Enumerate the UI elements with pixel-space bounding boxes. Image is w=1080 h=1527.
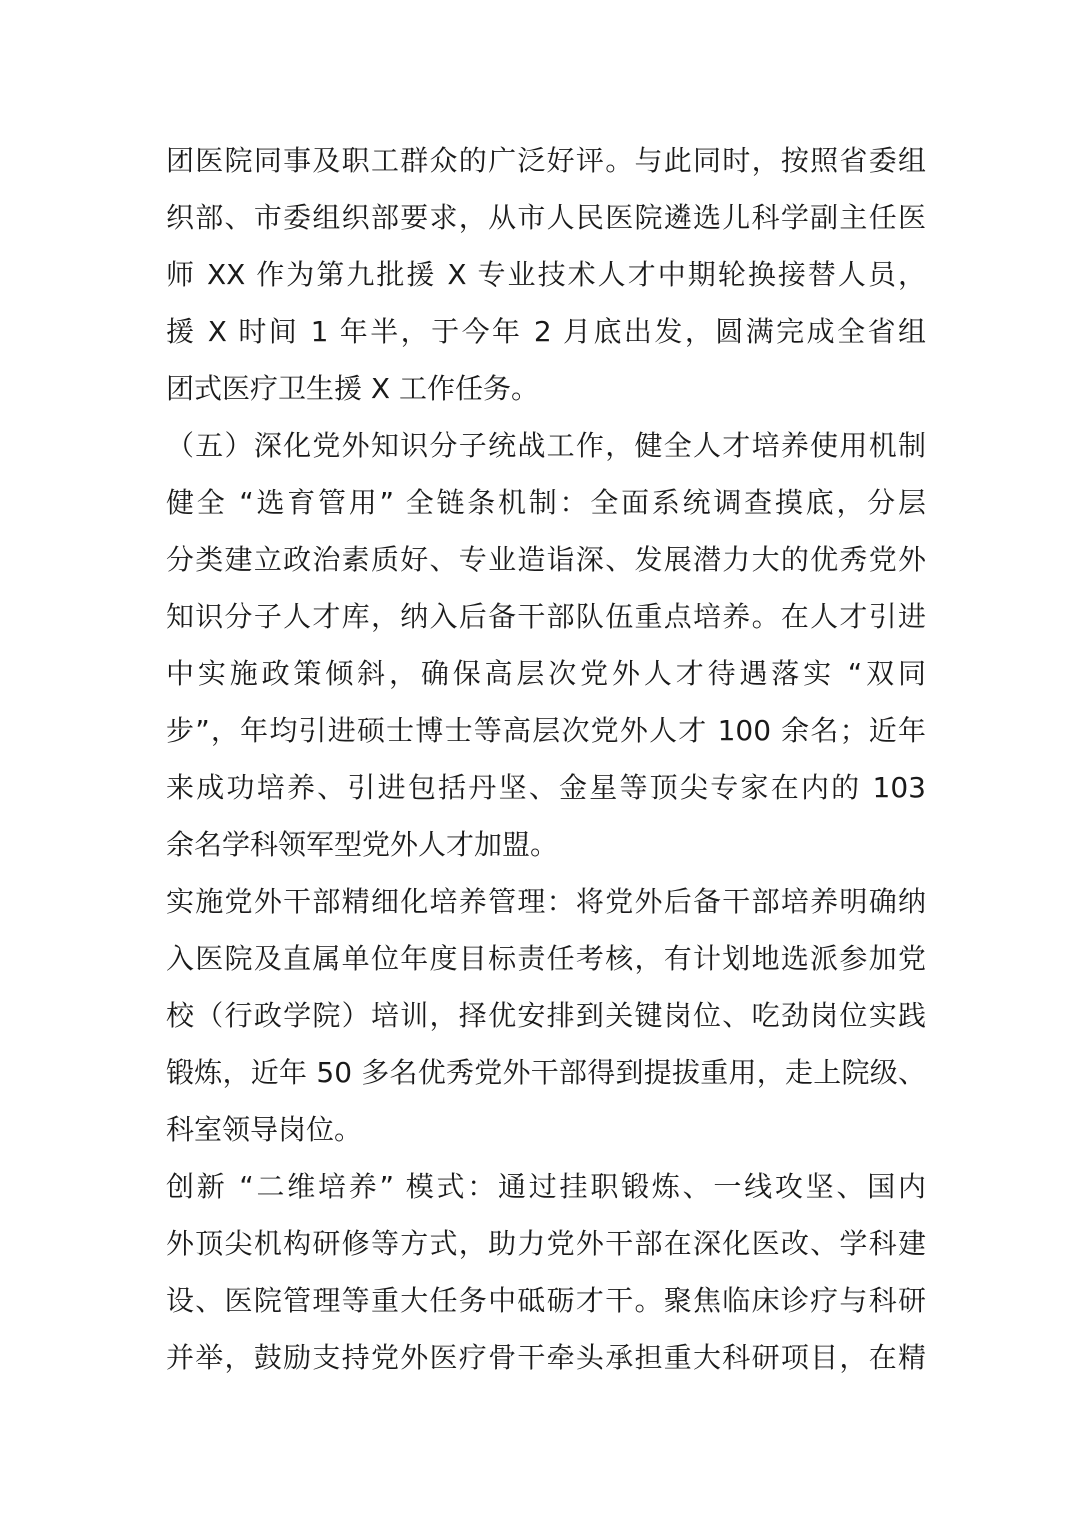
text-line: 团医院同事及职工群众的广泛好评。与此同时，按照省委组 xyxy=(166,144,926,177)
text-line: 中实施政策倾斜，确保高层次党外人才待遇落实 “双同 xyxy=(166,657,926,690)
text-line: 并举，鼓励支持党外医疗骨干牵头承担重大科研项目，在精 xyxy=(166,1341,926,1374)
text-line: 外顶尖机构研修等方式，助力党外干部在深化医改、学科建 xyxy=(166,1227,926,1260)
text-line: 入医院及直属单位年度目标责任考核，有计划地选派参加党 xyxy=(166,942,926,975)
text-line: 锻炼，近年 50 多名优秀党外干部得到提拔重用，走上院级、 xyxy=(166,1056,926,1089)
text-line: 步”，年均引进硕士博士等高层次党外人才 100 余名；近年 xyxy=(166,714,926,747)
text-line: 知识分子人才库，纳入后备干部队伍重点培养。在人才引进 xyxy=(166,600,926,633)
text-line: 设、医院管理等重大任务中砥砺才干。聚焦临床诊疗与科研 xyxy=(166,1284,926,1317)
text-line: 科室领导岗位。 xyxy=(166,1113,363,1146)
text-line: 分类建立政治素质好、专业造诣深、发展潜力大的优秀党外 xyxy=(166,543,926,576)
text-line: 实施党外干部精细化培养管理：将党外后备干部培养明确纳 xyxy=(166,885,926,918)
text-line: 创新 “二维培养” 模式：通过挂职锻炼、一线攻坚、国内 xyxy=(166,1170,926,1203)
text-line: 校（行政学院）培训，择优安排到关键岗位、吃劲岗位实践 xyxy=(166,999,926,1032)
text-line: （五）深化党外知识分子统战工作，健全人才培养使用机制 xyxy=(166,429,926,462)
text-line: 余名学科领军型党外人才加盟。 xyxy=(166,828,559,861)
document-body xyxy=(166,132,926,1386)
text-line: 团式医疗卫生援 X 工作任务。 xyxy=(166,372,539,405)
text-line: 织部、市委组织部要求，从市人民医院遴选儿科学副主任医 xyxy=(166,201,926,234)
text-line: 援 X 时间 1 年半，于今年 2 月底出发，圆满完成全省组 xyxy=(166,315,926,348)
text-line: 师 XX 作为第九批援 X 专业技术人才中期轮换接替人员， xyxy=(166,258,926,291)
text-line: 来成功培养、引进包括丹坚、金星等顶尖专家在内的 103 xyxy=(166,771,926,804)
text-line: 健全 “选育管用” 全链条机制：全面系统调查摸底，分层 xyxy=(166,486,926,519)
